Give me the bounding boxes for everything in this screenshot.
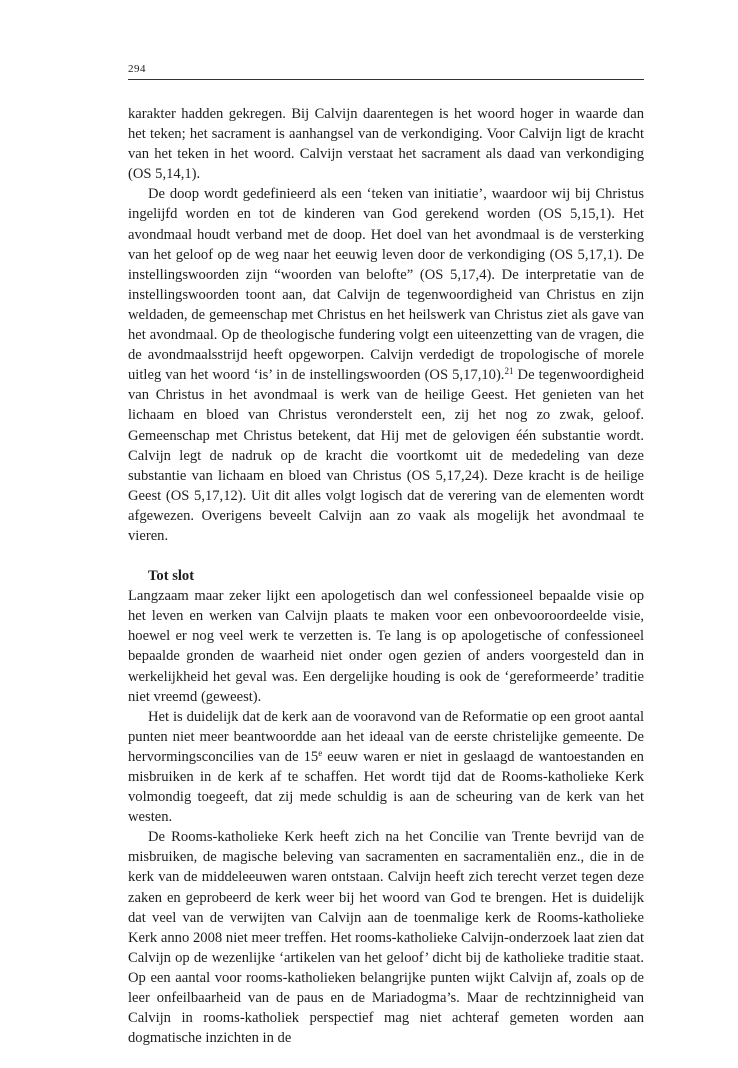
- paragraph-text: De tegenwoordigheid van Christus in het avondmaal is werk van de heilige Geest. Het genieten van het lichaam en bloed van Christus veronderstelt een, zij het nog zo zwak, geloof. Gemeenschap met Christus betekent, dat Hij met de gelovigen één substantie wordt. Calvijn legt de nadruk op de kracht die voortkomt uit de mededeling van deze substantie van lichaam en bloed van Christus (OS 5,17,24). Deze kracht is de heilige Geest (OS 5,17,12). Uit dit alles volgt logisch dat de verering van de elementen wordt afgewezen. Overigens beveelt Calvijn aan zo vaak als mogelijk het avondmaal te vieren.: [128, 367, 644, 544]
- paragraph-text: De doop wordt gedefinieerd als een ‘teken van initiatie’, waardoor wij bij Christus ingelijfd worden en tot de kinderen van God gerekend worden (OS 5,15,1). Het avondmaal houdt verband met de doop. Het doel van het avondmaal is de versterking van het geloof op de weg naar het eeuwig leven door de verkondiging (OS 5,17,1). De instellingswoorden zijn “woorden van belofte” (OS 5,17,4). De interpretatie van de instellingswoorden toont aan, dat Calvijn de tegenwoordigheid van Christus en zijn weldaden, de gemeenschap met Christus en het heilswerk van Christus ziet als gave van het avondmaal. Op de theologische fundering volgt een uiteenzetting van de vragen, die de avondmaalsstrijd heeft opgeworpen. Calvijn verdedigt de tropologische of morele uitleg van het woord ‘is’ in de instellingswoorden (OS 5,17,10).: [128, 186, 644, 384]
- body-text: [128, 104, 644, 1048]
- paragraph: karakter hadden gekregen. Bij Calvijn daarentegen is het woord hoger in waarde dan het teken; het sacrament is aanhangsel van de verkondiging. Voor Calvijn ligt de kracht van het teken in het woord. Calvijn verstaat het sacrament als daad van verkondiging (OS 5,14,1).: [128, 106, 644, 183]
- paragraph: De Rooms-katholieke Kerk heeft zich na het Concilie van Trente bevrijd van de misbruiken, de magische beleving van sacramenten en sacramentaliën enz., die in de kerk van de middeleeuwen waren ontstaan. Calvijn heeft zich terecht verzet tegen deze zaken en geprobeerd de kerk weer bij het woord van God te brengen. Het is duidelijk dat veel van de verwijten van Calvijn aan de toenmalige kerk de Rooms-katholieke Kerk anno 2008 niet meer treffen. Het rooms-katholieke Calvijn-onderzoek laat zien dat Calvijn op de wezenlijke ‘artikelen van het geloof’ dicht bij de katholieke traditie staat. Op een aantal voor rooms-katholieken belangrijke punten wijkt Calvijn af, zoals op de leer onfeilbaarheid van de paus en de Mariadogma’s. Maar de rechtzinnigheid van Calvijn in rooms-katholiek perspectief mag niet achteraf gemeten worden aan dogmatische inzichten in de: [128, 829, 644, 1047]
- paragraph: Langzaam maar zeker lijkt een apologetisch dan wel confessioneel bepaalde visie op het leven en werken van Calvijn plaats te maken voor een onbevooroordeelde visie, hoewel er nog veel werk te verzetten is. Te lang is op apologetische of confessioneel bepaalde gronden de waarheid niet onder ogen gezien of anders voorgesteld dan in werkelijkheid het geval was. Een dergelijke houding is ook de ‘gereformeerde’ traditie niet vreemd (geweest).: [128, 588, 644, 705]
- footnote-reference[interactable]: 21: [504, 366, 514, 377]
- century-superscript: e: [318, 747, 323, 758]
- paragraph: [128, 707, 644, 828]
- paragraph: [128, 184, 644, 546]
- page-number: 294: [128, 63, 146, 75]
- paragraph-text: Het is duidelijk dat de kerk aan de vooravond van de Reformatie op een groot aantal punten niet meer beantwoordde aan het ideaal van de eerste christelijke gemeente. De hervormingsconcilies van de 15: [128, 708, 644, 765]
- section-heading: Tot slot: [148, 568, 195, 585]
- header-rule: [128, 79, 644, 80]
- paragraph-text: eeuw waren er niet in geslaagd de wantoestanden en misbruiken in de kerk af te schaffen. Het wordt tijd dat de Rooms-katholieke Kerk volmondig toegeeft, dat zij mede schuldig is aan de scheuring van de kerk van het westen.: [128, 748, 644, 826]
